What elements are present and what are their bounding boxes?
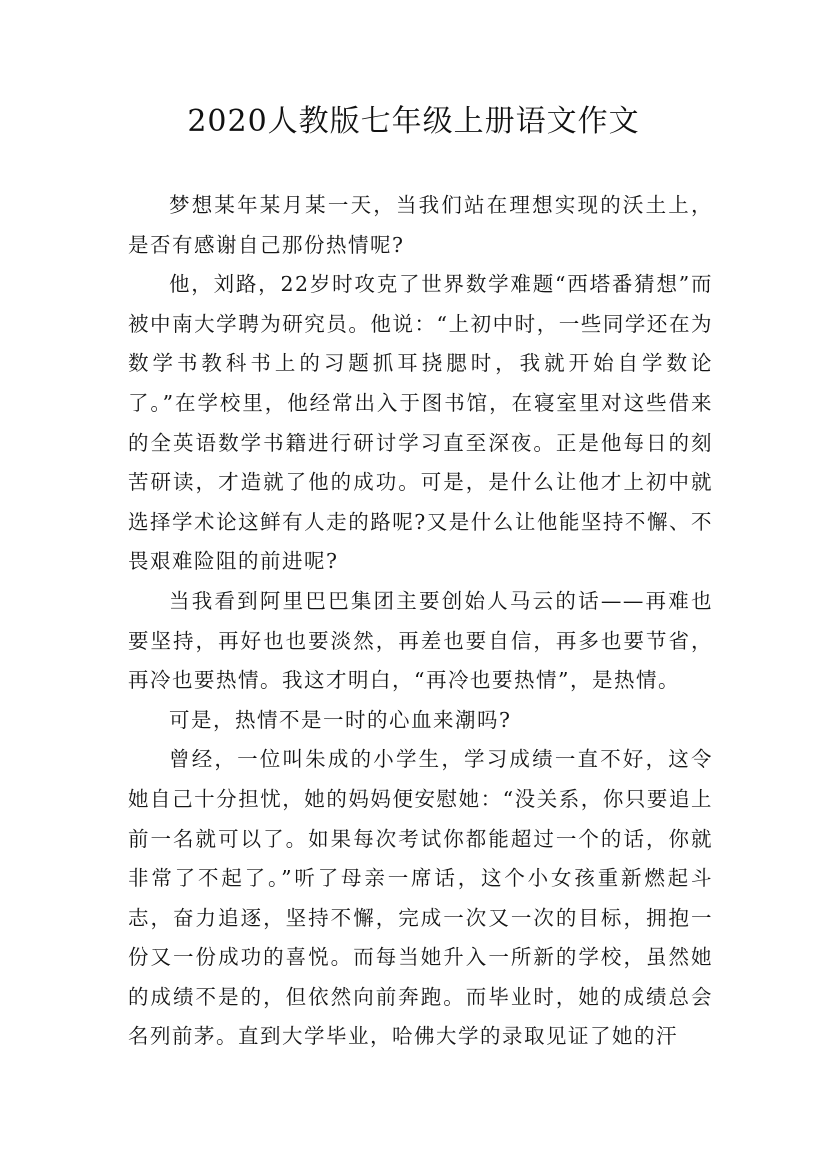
paragraph-4: 可是，热情不是一时的心血来潮吗? bbox=[169, 707, 512, 732]
document-body bbox=[128, 186, 713, 1057]
paragraph-1: 梦想某年某月某一天，当我们站在理想实现的沃土上，是否有感谢自己那份热情呢? bbox=[128, 193, 713, 257]
document-title: 2020人教版七年级上册语文作文 bbox=[187, 104, 640, 139]
paragraph-3: 当我看到阿里巴巴集团主要创始人马云的话——再难也要坚持，再好也也要淡然，再差也要自信，再多也要节省，再冷也要热情。我这才明白，“再冷也要热情”，是热情。 bbox=[128, 588, 713, 693]
paragraph-5: 曾经，一位叫朱成的小学生，学习成绩一直不好，这令她自己十分担忧，她的妈妈便安慰她：“没关系，你只要追上前一名就可以了。如果每次考试你都能超过一个的话，你就非常了不起了。”听了母亲一席话，这个小女孩重新燃起斗志，奋力追逐，坚持不懈，完成一次又一次的目标，拥抱一份又一份成功的喜悦。而每当她升入一所新的学校，虽然她的成绩不是的，但依然向前奔跑。而毕业时，她的成绩总会名列前茅。直到大学毕业，哈佛大学的录取见证了她的汗 bbox=[128, 747, 713, 1049]
paragraph-2: 他，刘路，22岁时攻克了世界数学难题“西塔番猜想”而被中南大学聘为研究员。他说：“上初中时，一些同学还在为数学书教科书上的习题抓耳挠腮时，我就开始自学数论了。”在学校里，他经常出入于图书馆，在寝室里对这些借来的全英语数学书籍进行研讨学习直至深夜。正是他每日的刻苦研读，才造就了他的成功。可是，是什么让他才上初中就选择学术论这鲜有人走的路呢?又是什么让他能坚持不懈、不畏艰难险阻的前进呢? bbox=[128, 272, 713, 574]
